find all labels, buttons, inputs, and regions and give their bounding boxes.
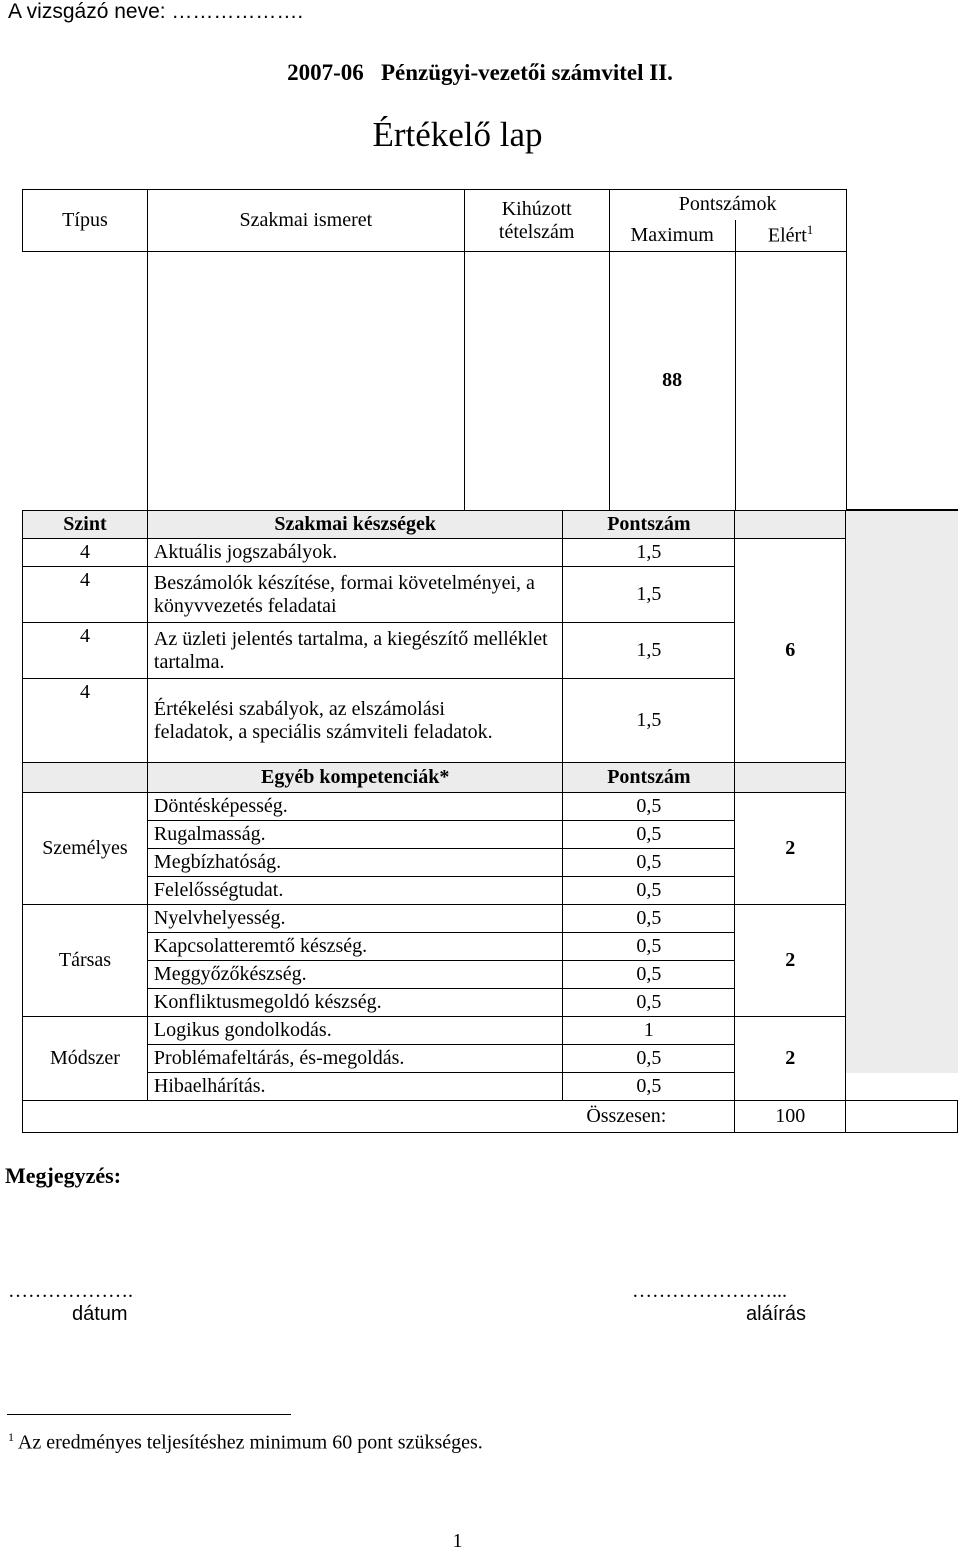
- skills-header: Szakmai készségek: [147, 511, 563, 539]
- competency-points: 1: [563, 1017, 735, 1045]
- competency-item: Hibaelhárítás.: [147, 1073, 563, 1101]
- competency-item: Megbízhatóság.: [147, 849, 563, 877]
- skills-total-header: [735, 511, 846, 539]
- competency-group-total: 2: [735, 905, 846, 1017]
- competency-group-name: Személyes: [23, 793, 148, 905]
- skill-text: Beszámolók készítése, formai követelményei, a könyvvezetés feladatai: [147, 567, 563, 623]
- skill-level: 4: [23, 623, 148, 679]
- achieved-value: [735, 252, 846, 510]
- competency-group-name: Társas: [23, 905, 148, 1017]
- level-header: Szint: [23, 511, 148, 539]
- drawn-item-line1: Kihúzott: [501, 197, 572, 220]
- skills-total: 6: [735, 539, 846, 763]
- competency-points: 0,5: [563, 961, 735, 989]
- competency-points: 0,5: [563, 905, 735, 933]
- competency-points-header: Pontszám: [563, 763, 735, 793]
- knowledge-header: Szakmai ismeret: [147, 190, 464, 252]
- skill-text: Értékelési szabályok, az elszámolási feladatok, a speciális számviteli feladatok.: [147, 679, 563, 763]
- skill-level: 4: [23, 679, 148, 763]
- total-value: 100: [735, 1101, 846, 1133]
- knowledge-cell: [147, 252, 464, 510]
- points-header: Pontszámok: [609, 190, 846, 220]
- total-label: Összesen:: [23, 1101, 735, 1133]
- achieved-footnote-mark: 1: [806, 222, 814, 238]
- skill-points: 1,5: [563, 567, 735, 623]
- skill-level: 4: [23, 539, 148, 567]
- competency-points: 0,5: [563, 877, 735, 905]
- signature-dots: …………………...: [632, 1280, 787, 1302]
- page-number: 1: [452, 1530, 463, 1552]
- skill-text: Aktuális jogszabályok.: [147, 539, 563, 567]
- exam-title: 2007-06 Pénzügyi-vezetői számvitel II.: [287, 60, 673, 85]
- competency-points: 0,5: [563, 1073, 735, 1101]
- skill-level: 4: [23, 567, 148, 623]
- footnote-mark: 1: [8, 1430, 14, 1444]
- footnote: [8, 1430, 483, 1455]
- competency-group-name: Módszer: [23, 1017, 148, 1101]
- competency-item: Konfliktusmegoldó készség.: [147, 989, 563, 1017]
- competency-points: 0,5: [563, 849, 735, 877]
- competency-points: 0,5: [563, 793, 735, 821]
- total-blank: [846, 1101, 958, 1133]
- type-cell: [23, 252, 148, 510]
- drawn-item-header: [464, 190, 609, 252]
- skill-points: 1,5: [563, 679, 735, 763]
- competency-points: 0,5: [563, 989, 735, 1017]
- drawn-item-cell: [464, 252, 609, 510]
- competency-item: Kapcsolatteremtő készség.: [147, 933, 563, 961]
- footnote-rule: [7, 1414, 291, 1415]
- blank-right-cell: [846, 1073, 958, 1101]
- date-label: dátum: [72, 1303, 128, 1325]
- signature-label: aláírás: [746, 1303, 807, 1325]
- examinee-name-line: A vizsgázó neve: ……………….: [8, 0, 304, 23]
- maximum-header: Maximum: [609, 220, 735, 252]
- achieved-header: [735, 220, 846, 252]
- score-header-table: [22, 189, 958, 510]
- max-value: 88: [609, 252, 735, 510]
- competency-item: Felelősségtudat.: [147, 877, 563, 905]
- notes-label: Megjegyzés:: [5, 1163, 122, 1188]
- skills-table: [22, 510, 958, 1133]
- type-header: Típus: [23, 190, 148, 252]
- competency-item: Rugalmasság.: [147, 821, 563, 849]
- competency-points: 0,5: [563, 821, 735, 849]
- competency-points: 0,5: [563, 1045, 735, 1073]
- achieved-label: Elért: [767, 225, 807, 248]
- competency-points: 0,5: [563, 933, 735, 961]
- date-dots: ……………….: [8, 1280, 133, 1302]
- competency-item: Döntésképesség.: [147, 793, 563, 821]
- blank-cell: [846, 190, 958, 510]
- skill-points: 1,5: [563, 623, 735, 679]
- skill-points: 1,5: [563, 539, 735, 567]
- competency-item: Problémafeltárás, és-megoldás.: [147, 1045, 563, 1073]
- footnote-text: Az eredményes teljesítéshez minimum 60 pont szükséges.: [14, 1431, 483, 1454]
- competency-header-blank: [23, 763, 148, 793]
- competency-item: Nyelvhelyesség.: [147, 905, 563, 933]
- skills-points-header: Pontszám: [563, 511, 735, 539]
- skill-text: Az üzleti jelentés tartalma, a kiegészítő melléklet tartalma.: [147, 623, 563, 679]
- drawn-item-line2: tételszám: [498, 220, 575, 243]
- sheet-title: Értékelő lap: [372, 115, 543, 154]
- competency-item: Logikus gondolkodás.: [147, 1017, 563, 1045]
- blank-right-column: [846, 511, 958, 1073]
- competency-item: Meggyőzőkészség.: [147, 961, 563, 989]
- competency-group-total: 2: [735, 1017, 846, 1101]
- competency-total-header: [735, 763, 846, 793]
- competency-header: Egyéb kompetenciák*: [147, 763, 563, 793]
- competency-group-total: 2: [735, 793, 846, 905]
